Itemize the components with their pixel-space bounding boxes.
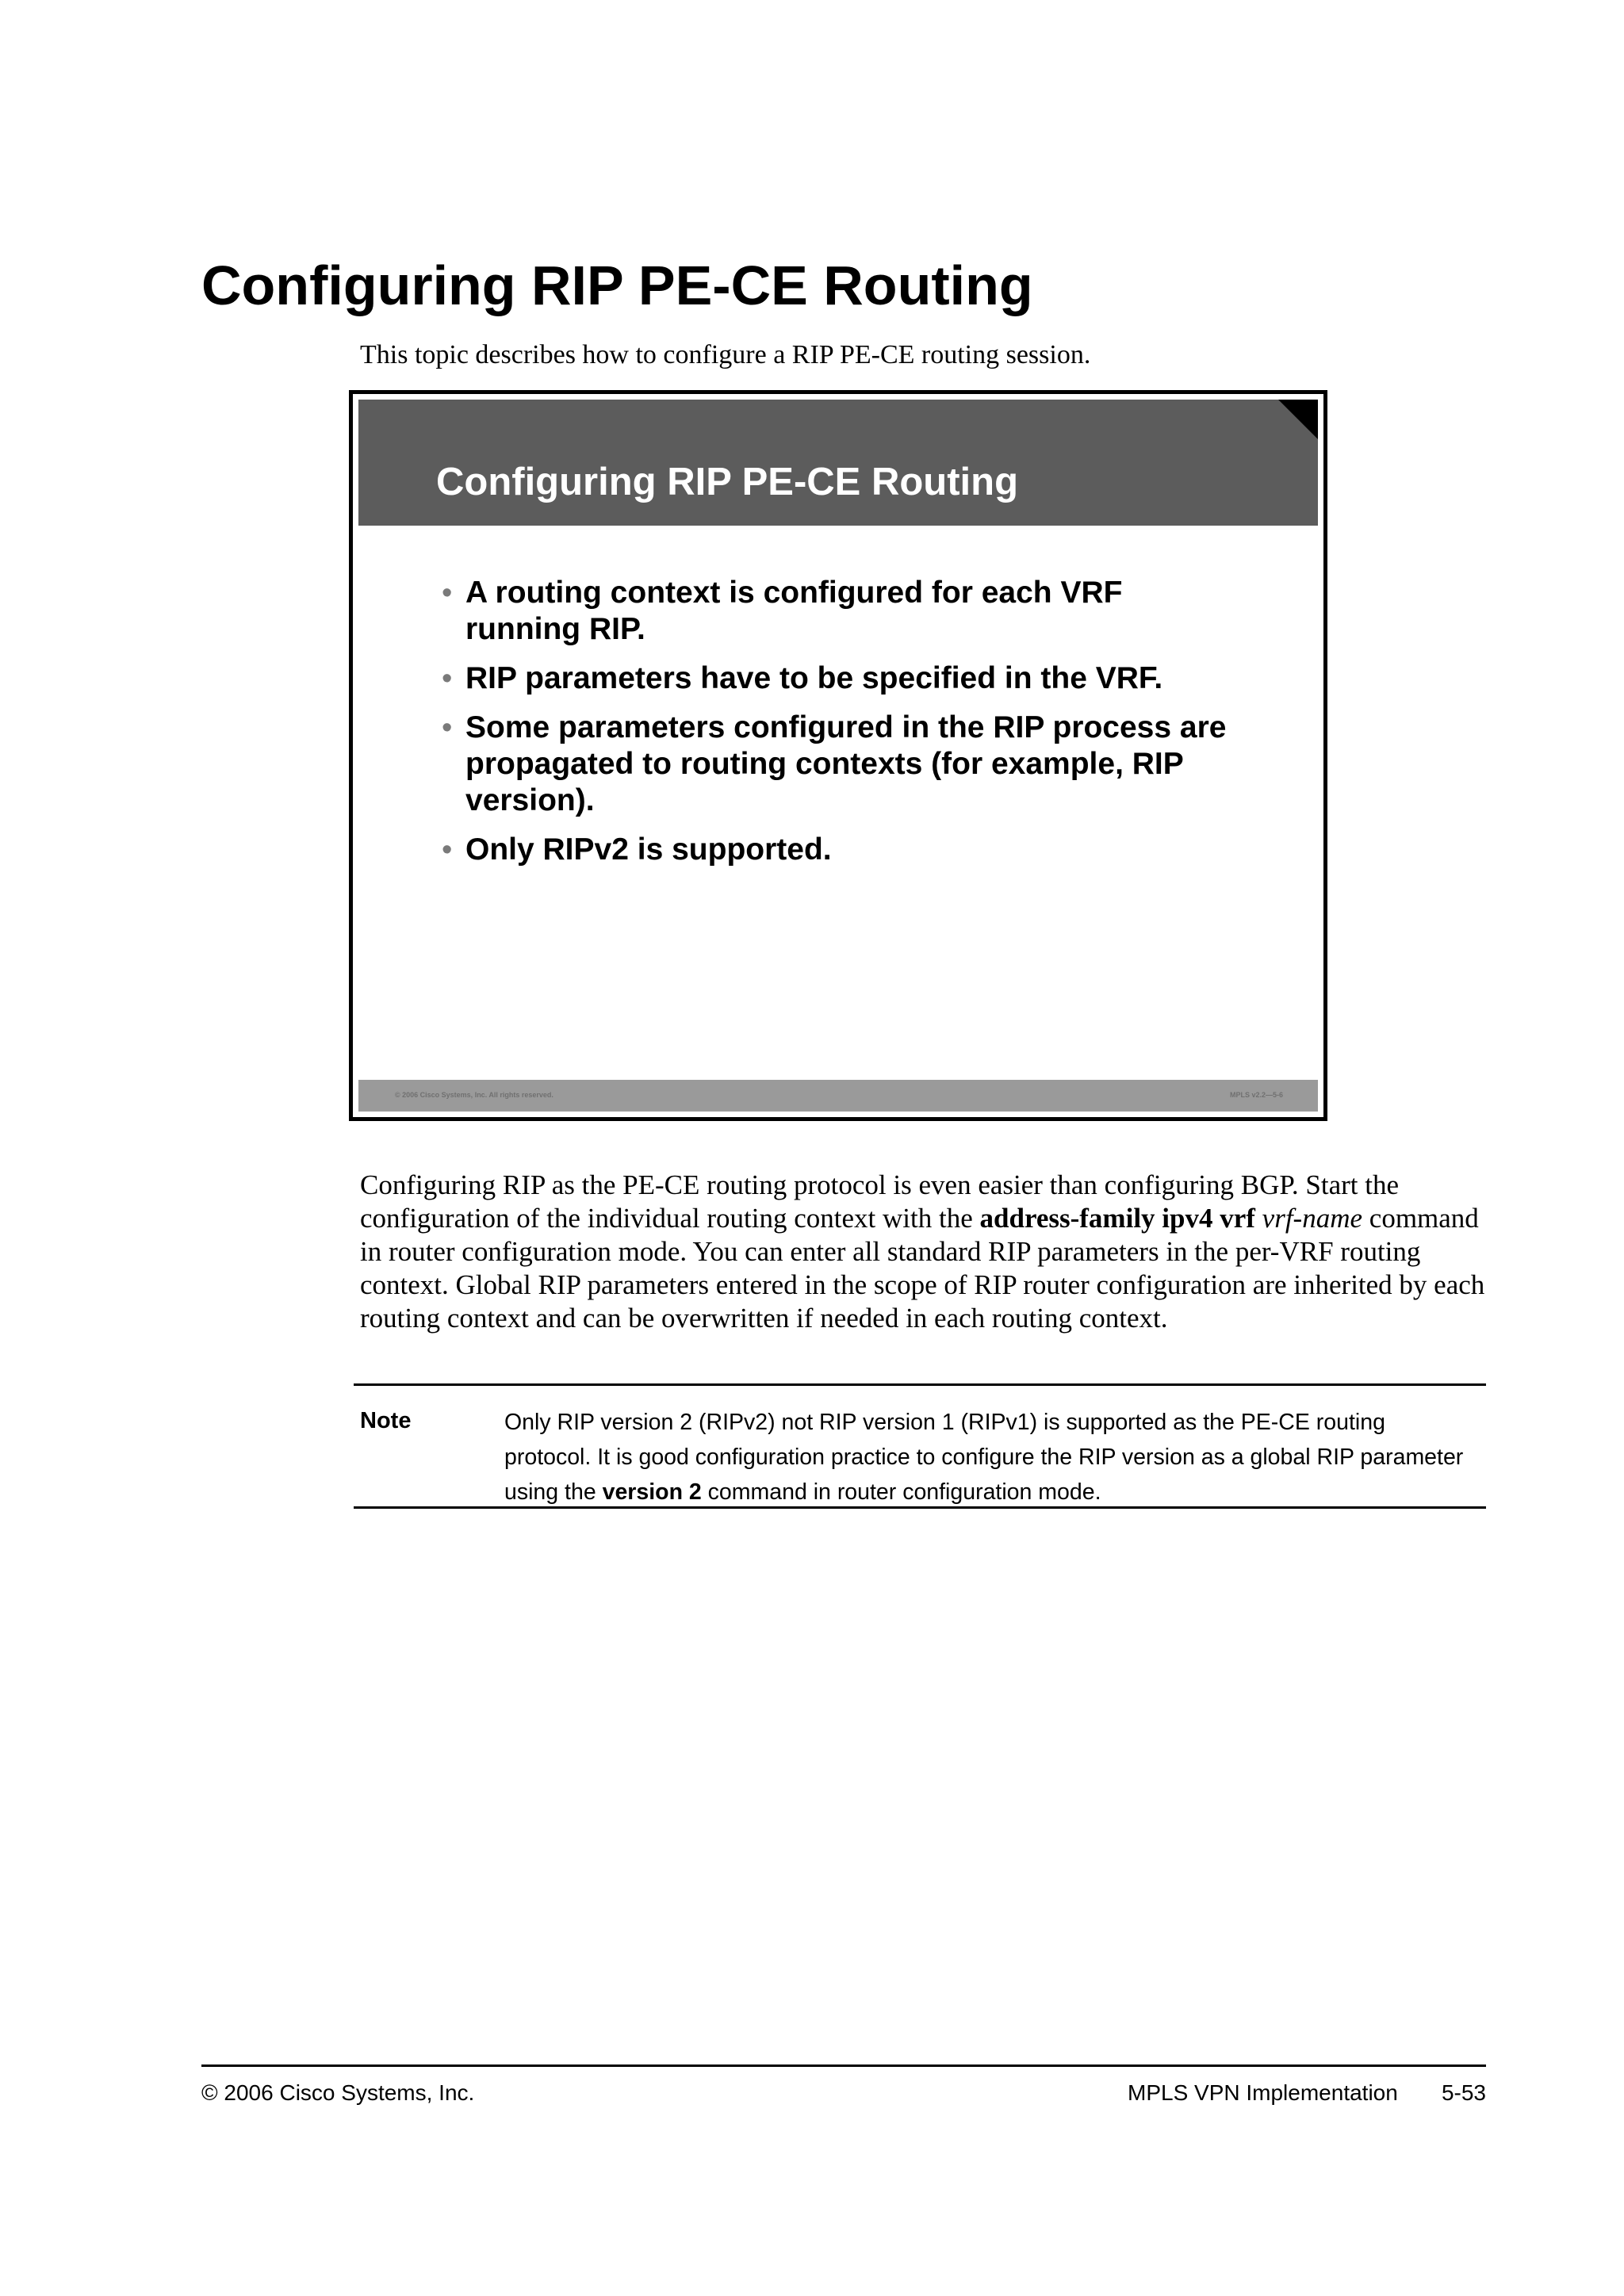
- footer-rule: [201, 2064, 1486, 2067]
- note-text-after: command in router configuration mode.: [701, 1479, 1101, 1505]
- slide-bullet-text: A routing context is configured for each VRF running RIP.: [465, 576, 1123, 646]
- note-text: [504, 1405, 1472, 1510]
- note-top-rule: [354, 1383, 1486, 1386]
- slide-footer-bar: [358, 1080, 1318, 1112]
- footer-copyright: © 2006 Cisco Systems, Inc.: [201, 2080, 475, 2105]
- slide-bullet: [442, 575, 1243, 648]
- note-label: Note: [360, 1408, 412, 1433]
- body-paragraph: [360, 1169, 1486, 1335]
- slide-footer-copyright: © 2006 Cisco Systems, Inc. All rights reserved.: [395, 1091, 553, 1099]
- bullet-dot-icon: •: [442, 711, 453, 744]
- slide-bullet: [442, 832, 1243, 868]
- body-command-bold: address-family ipv4 vrf: [979, 1203, 1255, 1234]
- note-command-bold: version 2: [602, 1479, 702, 1505]
- slide-header-bar: [358, 400, 1318, 526]
- slide-bullet: [442, 660, 1243, 697]
- slide-bullet-list: [442, 575, 1243, 881]
- body-command-italic: vrf-name: [1262, 1203, 1363, 1234]
- slide-bullet: [442, 710, 1243, 819]
- note-bottom-rule: [354, 1506, 1486, 1509]
- topic-intro: This topic describes how to configure a RIP PE-CE routing session.: [360, 340, 1091, 369]
- slide-corner-triangle: [1278, 400, 1318, 439]
- body-text-after: command in router configuration mode. You can enter all standard RIP parameters in the per-VRF routing context. Global RIP parameters entered in the scope of RIP router configuration are inherited by each routing context and can be overwritten if needed in each routing context.: [360, 1203, 1485, 1334]
- bullet-dot-icon: •: [442, 833, 453, 867]
- bullet-dot-icon: •: [442, 576, 453, 610]
- slide-title: Configuring RIP PE-CE Routing: [436, 461, 1019, 503]
- slide-bullet-text: Only RIPv2 is supported.: [465, 832, 832, 867]
- footer-course-title: MPLS VPN Implementation: [1128, 2080, 1398, 2105]
- body-text-before: Configuring RIP as the PE-CE routing protocol is even easier than configuring BGP. Start the configuration of the individual routing context with the: [360, 1169, 1400, 1234]
- page-title: Configuring RIP PE-CE Routing: [201, 254, 1033, 316]
- bullet-dot-icon: •: [442, 662, 453, 695]
- slide-bullet-text: Some parameters configured in the RIP process are propagated to routing contexts (for example, RIP version).: [465, 710, 1227, 817]
- slide-bullet-text: RIP parameters have to be specified in the VRF.: [465, 661, 1163, 695]
- note-text-before: Only RIP version 2 (RIPv2) not RIP version 1 (RIPv1) is supported as the PE-CE routing protocol. It is good configuration practice to configure the RIP version as a global RIP parameter using the: [504, 1410, 1464, 1505]
- footer-page-number: 5-53: [1441, 2080, 1486, 2105]
- slide-figure: [349, 390, 1327, 1121]
- slide-footer-course-id: MPLS v2.2—5-6: [1229, 1091, 1283, 1099]
